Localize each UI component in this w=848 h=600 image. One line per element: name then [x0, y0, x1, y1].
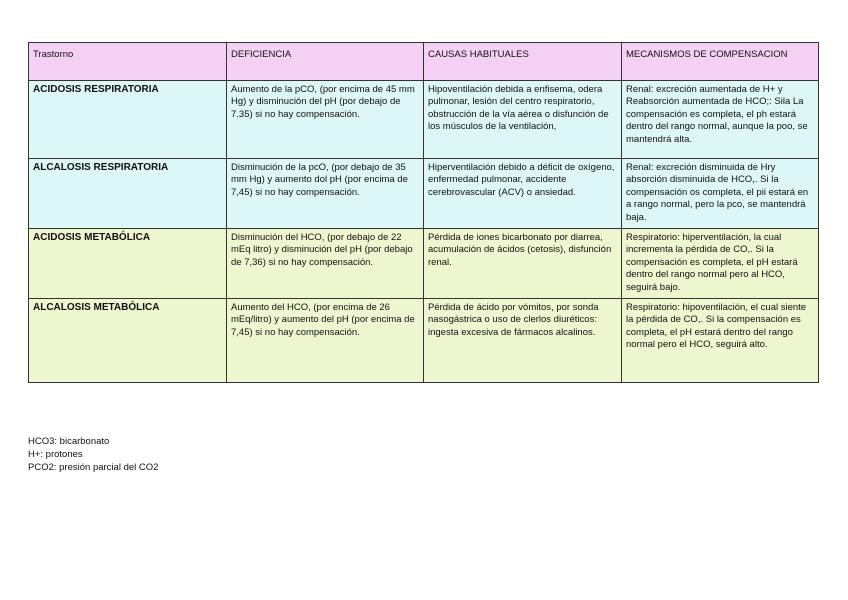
header-causas: CAUSAS HABITUALES: [424, 43, 622, 81]
table-row: [29, 229, 819, 299]
row-causas: Pérdida de iones bicarbonato por diarrea, acumulación de ácidos (cetosis), disfunción renal.: [424, 229, 622, 299]
table-row: [29, 159, 819, 229]
legend: [28, 435, 158, 475]
row-trastorno: ACIDOSIS METABÓLICA: [29, 229, 227, 299]
row-trastorno: ALCALOSIS RESPIRATORIA: [29, 159, 227, 229]
row-mecanismos: Respiratorio: hipoventilación, el cual siente la pérdida de CO,. Si la compensación es completa, el pH estará dentro del rango normal pero el HCO, seguirá alto.: [622, 299, 819, 383]
row-deficiencia: Aumento de la pCO, (por encima de 45 mm Hg) y disminución del pH (por debajo de 7.35) si no hay compensación.: [227, 81, 424, 159]
row-deficiencia: Aumento del HCO, (por encima de 26 mEq/litro) y aumento del pH (por encima de 7,45) si no hay compensación.: [227, 299, 424, 383]
legend-item: H+: protones: [28, 449, 83, 461]
row-mecanismos: Renal: excreción aumentada de H+ y Reabsorción aumentada de HCO;: Sila La compensación es completa, el ph estará dentro del rango normal, aunque la poo, se mantendrá alta.: [622, 81, 819, 159]
row-deficiencia: Disminución del HCO, (por debajo de 22 mEq litro) y disminución del pH (por debajo de 7,36) si no hay compensación.: [227, 229, 424, 299]
table-row: [29, 81, 819, 159]
row-trastorno: ACIDOSIS RESPIRATORIA: [29, 81, 227, 159]
row-deficiencia: Disminución de la pcO, (por debajo de 35 mm Hg) y aumento dol pH (por encima de 7,45) si no hay compensación.: [227, 159, 424, 229]
legend-item: HCO3: bicarbonato: [28, 436, 110, 447]
row-mecanismos: Respiratorio: hiperventilación, la cual incrementa la pérdida de CO,. Si la compensación es completa, el pH estará dentro del rango normal pero al HCO, seguirá bajo.: [622, 229, 819, 299]
row-mecanismos: Renal: excreción disminuida de Hry absorción disminuida de HCO,. Si la compensación os completa, el pii estará en a rango normal, pero la pco, se mantendrá baja.: [622, 159, 819, 229]
row-causas: Pérdida de ácido por vómitos, por sonda nasogástrica o uso de clerlos diuréticos: ingesta excesiva de fármacos alcalinos.: [424, 299, 622, 383]
header-deficiencia: DEFICIENCIA: [227, 43, 424, 81]
row-causas: Hipoventilación debida a enfisema, odera pulmonar, lesión del centro respiratorio, obstrucción de la vía aérea o disfunción de los músculos de la ventilación,: [424, 81, 622, 159]
header-trastorno: Trastorno: [29, 43, 227, 81]
row-trastorno: ALCALOSIS METABÓLICA: [29, 299, 227, 383]
row-causas: Hiperventilación debido a déficit de oxígeno, enfermedad pulmonar, accidente cerebrovascular (ACV) o ansiedad.: [424, 159, 622, 229]
acid-base-table: [28, 42, 819, 383]
table-header-row: [29, 43, 819, 81]
legend-item: PCO2: presión parcial del CO2: [28, 462, 159, 474]
header-mecanismos: MECANISMOS DE COMPENSACION: [622, 43, 819, 81]
table-row: [29, 299, 819, 383]
